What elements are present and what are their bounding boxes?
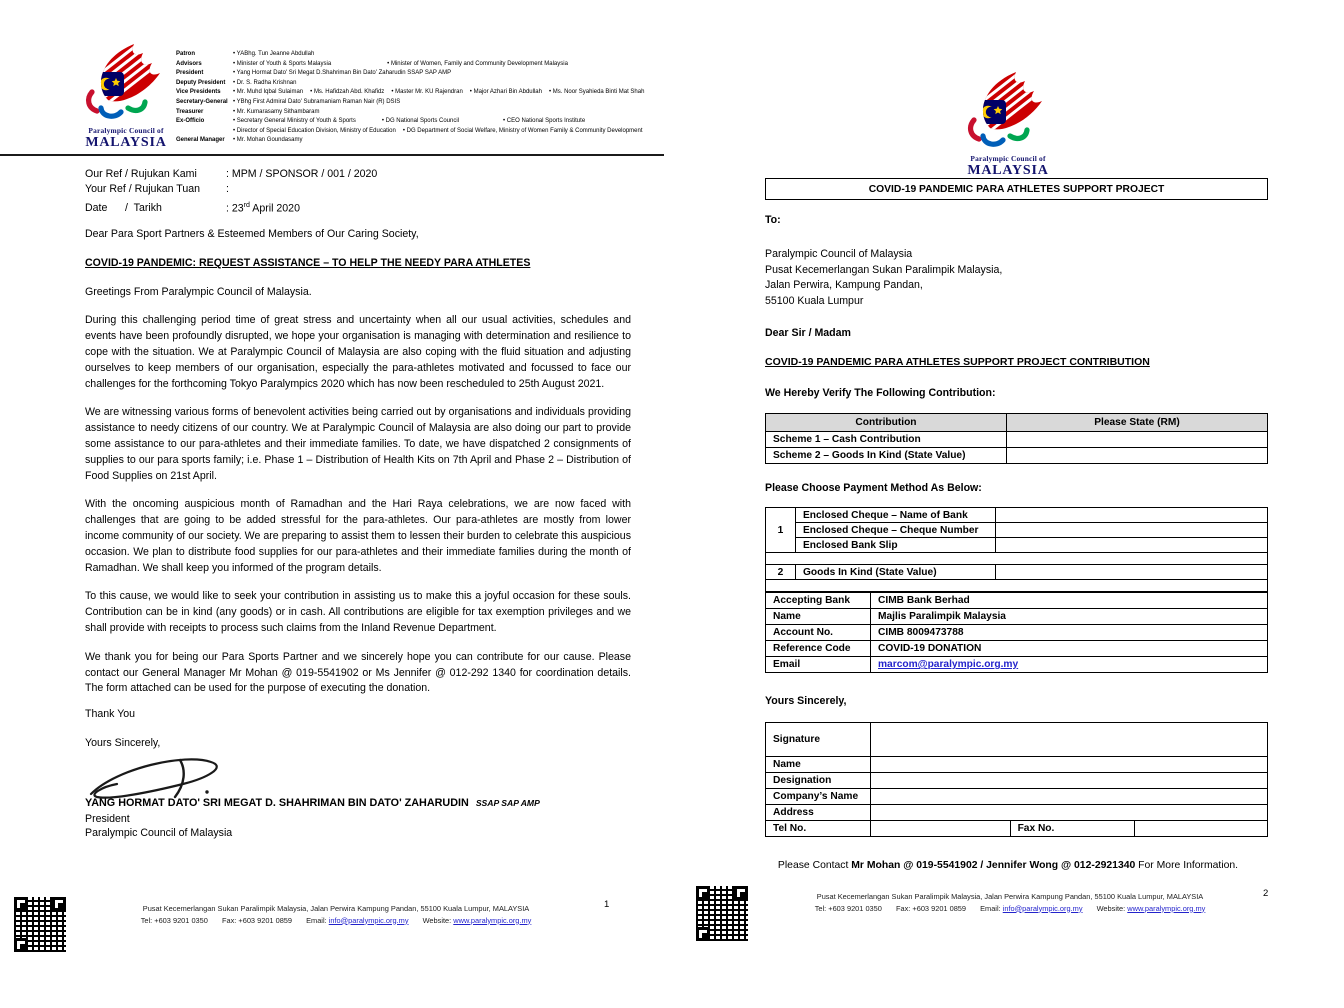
recipient-address <box>765 247 1002 309</box>
table-row <box>766 657 1268 673</box>
table-row <box>766 821 1268 837</box>
official-name: • DG Department of Social Welfare, Ministry of Women Family & Community Development <box>403 128 643 134</box>
address-field[interactable] <box>870 805 1267 821</box>
donor-details-table <box>765 722 1268 837</box>
scheme2-label: Scheme 2 – Goods In Kind (State Value) <box>766 448 1007 464</box>
official-name: • Dr. S. Radha Krishnan <box>233 80 296 86</box>
footer-fax: Fax: +603 9201 0859 <box>221 915 293 925</box>
footer-email-link[interactable]: info@paralympic.org.my <box>328 915 409 925</box>
payment-method-table <box>765 507 1268 592</box>
official-name: • YABhg. Tun Jeanne Abdullah <box>233 51 314 57</box>
payment-method-line: Please Choose Payment Method As Below: <box>765 482 982 494</box>
officials-row-treasurer <box>176 108 668 118</box>
qr-finder-icon <box>696 886 710 900</box>
reference-block <box>85 167 377 217</box>
paragraph-contribution: To this cause, we would like to seek your contribution in assisting us to make this a joyful occasion for these souls. Contribution can be in kind (any goods) or in cash. All contributions are eligible for tax exemption privileges and we shall provide with receipts to process such claims from the Inland Revenue Department. <box>85 590 631 634</box>
footer-email-label: Email: <box>980 903 1001 913</box>
verify-line: We Hereby Verify The Following Contribution: <box>765 387 996 399</box>
contribution-col-header: Contribution <box>766 414 1007 432</box>
official-role: Ex-Officio <box>176 118 205 125</box>
account-name-label: Name <box>766 609 871 625</box>
date-value: : 23 <box>226 202 244 215</box>
official-name: • Master Mr. KU Rajendran <box>391 89 462 95</box>
paragraph-contact: We thank you for being our Para Sports Partner and we sincerely hope you can contribute for our cause. Please contact our General Manager Mr Mohan @ 019-5541902 or Ms Jennifer @ 012-292 1340 for coordination details. The form attached can be used for the purpose of executing the donation. <box>85 650 631 695</box>
bank-slip-field[interactable] <box>996 538 1268 553</box>
table-row <box>766 723 1268 757</box>
official-name: • CEO National Sports Institute <box>503 118 585 124</box>
donation-email-link[interactable]: marcom@paralympic.org.my <box>878 659 1019 670</box>
page-footer <box>770 891 1250 914</box>
official-name: • Yang Hormat Dato' Sri Megat D.Shahriman Bin Dato' Zaharudin SSAP SAP AMP <box>233 70 451 76</box>
footer-email-link[interactable]: info@paralympic.org.my <box>1002 903 1083 913</box>
official-role: Deputy President <box>176 79 226 86</box>
page-footer <box>96 903 576 926</box>
signatory-name-line <box>85 796 631 812</box>
accepting-bank-label: Accepting Bank <box>766 593 871 609</box>
official-name: • DG National Sports Council <box>382 118 459 124</box>
designation-label: Designation <box>766 773 871 789</box>
form-logo <box>962 70 1054 179</box>
table-row <box>766 538 1268 553</box>
letterhead-logo <box>80 42 172 151</box>
company-name-field[interactable] <box>870 789 1267 805</box>
qr-finder-icon <box>696 927 710 941</box>
official-role: Patron <box>176 51 196 57</box>
form-salutation: Dear Sir / Madam <box>765 327 851 339</box>
officials-row-vice-presidents <box>176 88 668 98</box>
footer-address: Pusat Kecemerlangan Sukan Paralimpik Malaysia, Jalan Perwira Kampung Pandan, 55100 Kuala Lumpur, MALAYSIA <box>816 892 1204 901</box>
footer-website-link[interactable]: www.paralympic.org.my <box>453 915 532 925</box>
scheme1-label: Scheme 1 – Cash Contribution <box>766 432 1007 448</box>
table-row <box>766 773 1268 789</box>
payment-tables <box>765 507 1268 673</box>
paragraph-greeting: Greetings From Paralympic Council of Malaysia. <box>85 285 312 298</box>
table-row <box>766 565 1268 580</box>
official-role: General Manager <box>176 137 225 144</box>
table-row <box>766 609 1268 625</box>
logo-malaysia-text: MALAYSIA <box>967 163 1049 178</box>
table-row <box>766 523 1268 538</box>
official-role: Advisors <box>176 60 202 67</box>
bank-details-table <box>765 592 1268 673</box>
bank-slip-label: Enclosed Bank Slip <box>796 538 996 553</box>
address-label: Address <box>766 805 871 821</box>
officials-row-advisors <box>176 60 668 70</box>
amount-col-header: Please State (RM) <box>1006 414 1267 432</box>
paragraph-ramadhan: With the oncoming auspicious month of Ramadhan and the Hari Raya celebrations, we are now faced with challenges that are going to be added stressful for the para-athletes. Our para-athletes are mostly from lower income community of our society. We are preparing to assist them to lessen their burden to celebrate this auspicious occasion. We plan to distribute food supplies for our para-athletes and their immediate families during the month of Ramadhan. We shall keep you informed of the program details. <box>85 498 631 574</box>
donation-form-page-2 <box>672 0 1344 1008</box>
official-name: • Major Azhari Bin Abdullah <box>470 89 542 95</box>
our-ref-value: : MPM / SPONSOR / 001 / 2020 <box>226 168 378 180</box>
to-label: To: <box>765 214 781 226</box>
name-field[interactable] <box>870 757 1267 773</box>
name-label: Name <box>766 757 871 773</box>
officials-row-president <box>176 69 668 79</box>
official-name: • Mr. Muhd Iqbal Sulaiman <box>233 89 303 95</box>
footer-contacts <box>96 915 576 927</box>
footer-website-label: Website: <box>1096 903 1126 913</box>
table-row <box>766 805 1268 821</box>
goods-in-kind-field[interactable] <box>996 565 1268 580</box>
date-label: Date / Tarikh <box>85 202 162 215</box>
your-ref-label: Your Ref / Rujukan Tuan <box>85 183 201 196</box>
footer-address: Pusat Kecemerlangan Sukan Paralimpik Malaysia, Jalan Perwira Kampung Pandan, 55100 Kuala Lumpur, MALAYSIA <box>142 904 530 913</box>
table-row <box>766 641 1268 657</box>
contact-persons: Mr Mohan @ 019-5541902 / Jennifer Wong @ 012-2921340 <box>851 860 1136 871</box>
page-number: 1 <box>604 899 610 910</box>
officials-row-patron <box>176 50 668 60</box>
project-title-box: COVID-19 PANDEMIC PARA ATHLETES SUPPORT PROJECT <box>765 178 1268 200</box>
official-name: • Minister of Youth & Sports Malaysia <box>233 61 331 67</box>
address-line: Paralympic Council of Malaysia <box>765 248 913 260</box>
qr-code <box>14 897 66 952</box>
officials-row-secretary-general <box>176 98 668 108</box>
official-name: • Ms. Noor Syahieda Binti Mat Shah <box>549 89 645 95</box>
spacer-row <box>766 580 1268 592</box>
official-name: • YBhg First Admiral Dato' Subramaniam Raman Nair (R) DSIS <box>233 99 400 105</box>
salutation: Dear Para Sport Partners & Esteemed Members of Our Caring Society, <box>85 228 419 240</box>
cheque-number-label: Enclosed Cheque – Cheque Number <box>796 523 996 538</box>
paralympic-malaysia-logo-icon <box>84 42 168 120</box>
cheque-bank-field[interactable] <box>996 508 1268 523</box>
officials-row-deputy-president <box>176 79 668 89</box>
paragraph-assistance: We are witnessing various forms of benevolent activities being carried out by organisations and individuals providing assistance to needy citizens of our country. We at Paralympic Council of Malaysia are also doing our part to provide some assistance to our para-athletes and their immediate families. To date, we have dispatched 2 consignments of supplies to our para sports family; i.e. Phase 1 – Distribution of Health Kits on 7th April and Phase 2 – Distribution of Food Supplies on 21st April. <box>85 406 631 482</box>
your-ref-line <box>85 182 377 197</box>
option-2-number: 2 <box>766 565 796 580</box>
address-line: 55100 Kuala Lumpur <box>765 294 864 307</box>
more-information-line <box>672 860 1344 871</box>
table-row <box>766 432 1268 448</box>
signatory-name: YANG HORMAT DATO' SRI MEGAT D. SHAHRIMAN BIN DATO' ZAHARUDIN <box>85 796 469 809</box>
tel-field[interactable] <box>870 821 1010 837</box>
our-ref-line <box>85 167 377 182</box>
footer-website-label: Website: <box>422 915 452 925</box>
letterhead-officials-list <box>176 50 668 146</box>
reference-code-value: COVID-19 DONATION <box>871 641 1268 657</box>
thank-you-line: Thank You <box>85 708 136 721</box>
officials-row-ex-officio <box>176 117 668 136</box>
table-row <box>766 789 1268 805</box>
official-name: • Mr. Mohan Goundasamy <box>233 137 302 143</box>
date-value-rest: April 2020 <box>249 202 300 215</box>
signatory-title: President <box>85 812 130 825</box>
address-line: Jalan Perwira, Kampung Pandan, <box>765 279 923 292</box>
official-name: • Secretary General Ministry of Youth & Sports <box>233 118 356 124</box>
signatory-organisation: Paralympic Council of Malaysia <box>85 827 233 840</box>
reference-code-label: Reference Code <box>766 641 871 657</box>
scheme1-amount-field[interactable] <box>1006 432 1267 448</box>
logo-org-text: Paralympic Council of <box>88 126 164 135</box>
contact-suffix: For More Information. <box>1135 860 1239 871</box>
logo-org-text: Paralympic Council of <box>970 154 1046 163</box>
fax-label: Fax No. <box>1010 821 1135 837</box>
qr-finder-icon <box>734 886 748 900</box>
paragraph-situation: During this challenging period time of great stress and uncertainty when all our usual activities, schedules and events have been profoundly disrupted, we hope your organisation is managing with determination and resilience to cope with the situation. We at Paralympic Council of Malaysia are also coping with the fluid situation and adjusting ourselves to keep members of our organisation, especially the para-athletes motivated and focussed to face our challenges for the forthcoming Tokyo Paralympics 2020 which has now been rescheduled to 25th August 2021. <box>85 314 631 390</box>
option-1-number: 1 <box>766 508 796 553</box>
qr-finder-icon <box>52 897 66 911</box>
our-ref-label: Our Ref / Rujukan Kami <box>85 168 197 180</box>
address-line: Pusat Kecemerlangan Sukan Paralimpik Malaysia, <box>765 263 1003 276</box>
scheme2-amount-field[interactable] <box>1006 448 1267 464</box>
qr-code <box>696 886 748 941</box>
spacer-row <box>766 553 1268 565</box>
goods-in-kind-label: Goods In Kind (State Value) <box>796 565 996 580</box>
contribution-header-row <box>766 414 1268 432</box>
account-name-value: Majlis Paralimpik Malaysia <box>871 609 1268 625</box>
designation-field[interactable] <box>870 773 1267 789</box>
contact-prefix: Please Contact <box>777 860 852 871</box>
closing-line: Yours Sincerely, <box>85 736 161 749</box>
signatory-honors: SSAP SAP AMP <box>475 797 540 808</box>
official-name: • Mr. Kumarasamy Sithambaram <box>233 109 319 115</box>
table-row <box>766 625 1268 641</box>
paralympic-malaysia-logo-icon <box>966 70 1050 148</box>
contribution-table <box>765 413 1268 464</box>
tel-label: Tel No. <box>766 821 871 837</box>
footer-fax: Fax: +603 9201 0859 <box>895 903 967 913</box>
footer-email-label: Email: <box>306 915 327 925</box>
official-name: • Minister of Women, Family and Community Development Malaysia <box>387 61 568 67</box>
official-role: President <box>176 70 204 77</box>
letter-body <box>85 227 631 841</box>
fax-field[interactable] <box>1135 821 1268 837</box>
letterhead-divider <box>0 154 664 156</box>
footer-tel: Tel: +603 9201 0350 <box>140 915 208 925</box>
official-name: • Director of Special Education Division, Ministry of Education <box>233 128 396 134</box>
date-line <box>85 198 377 217</box>
official-role: Vice Presidents <box>176 89 221 96</box>
company-name-label: Company’s Name <box>766 789 871 805</box>
signature-field[interactable] <box>870 723 1267 757</box>
qr-finder-icon <box>14 938 28 952</box>
cheque-number-field[interactable] <box>996 523 1268 538</box>
email-label: Email <box>766 657 871 673</box>
accepting-bank-value: CIMB Bank Berhad <box>871 593 1268 609</box>
official-role: Secretary-General <box>176 98 228 105</box>
cheque-bank-label: Enclosed Cheque – Name of Bank <box>796 508 996 523</box>
official-role: Treasurer <box>176 108 204 115</box>
table-row <box>766 593 1268 609</box>
contribution-heading: COVID-19 PANDEMIC PARA ATHLETES SUPPORT PROJECT CONTRIBUTION <box>765 356 1150 368</box>
subject-line: COVID-19 PANDEMIC: REQUEST ASSISTANCE – TO HELP THE NEEDY PARA ATHLETES <box>85 256 531 269</box>
page-number: 2 <box>1263 888 1269 899</box>
signature-label: Signature <box>766 723 871 757</box>
table-row <box>766 448 1268 464</box>
account-number-value: CIMB 8009473788 <box>871 625 1268 641</box>
account-number-label: Account No. <box>766 625 871 641</box>
table-row <box>766 757 1268 773</box>
your-ref-value: : <box>226 183 229 196</box>
footer-website-link[interactable]: www.paralympic.org.my <box>1127 903 1206 913</box>
logo-malaysia-text: MALAYSIA <box>85 135 167 150</box>
form-closing: Yours Sincerely, <box>765 695 847 707</box>
footer-tel: Tel: +603 9201 0350 <box>814 903 882 913</box>
date-ordinal-suffix: rd <box>243 201 250 209</box>
officials-row-general-manager <box>176 136 668 146</box>
official-name: • Ms. Hafidzah Abd. Khafidz <box>310 89 384 95</box>
qr-finder-icon <box>14 897 28 911</box>
footer-contacts <box>770 903 1250 915</box>
table-row <box>766 508 1268 523</box>
